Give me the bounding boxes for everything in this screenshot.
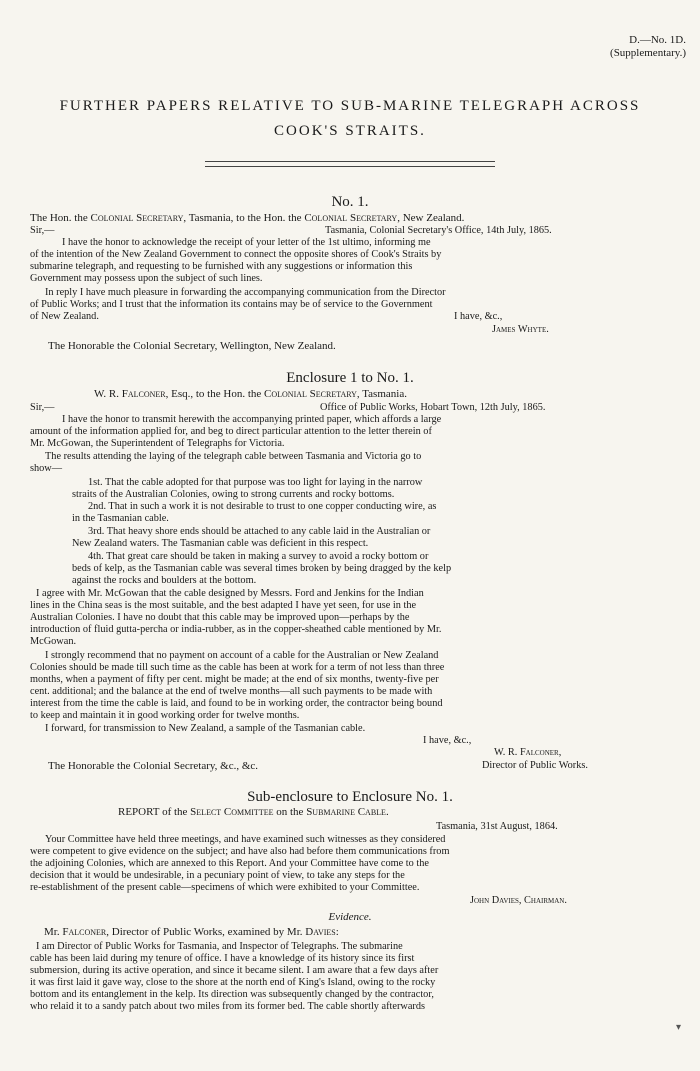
no1-line: of New Zealand. bbox=[30, 311, 99, 322]
encl1-point: 1st. That the cable adopted for that purpose was too light for laying in the narrow bbox=[88, 477, 423, 488]
evidence-line: who relaid it to a sandy patch about two miles from its former bed. The cable shortly afterwards bbox=[30, 1001, 425, 1012]
encl1-salutation: Sir,— bbox=[30, 402, 55, 413]
section-heading-enclosure-1: Enclosure 1 to No. 1. bbox=[286, 370, 414, 386]
encl1-point: straits of the Australian Colonies, owing to strong currents and rocky bottoms. bbox=[72, 489, 395, 500]
encl1-from: W. R. Falconer, Esq., to the Hon. the Colonial Secretary, Tasmania. bbox=[94, 388, 407, 400]
subencl-dateline: Tasmania, 31st August, 1864. bbox=[436, 821, 558, 832]
no1-line: In reply I have much pleasure in forwarding the accompanying communication from the Director bbox=[45, 287, 446, 298]
encl1-line: I have the honor to transmit herewith the accompanying printed paper, which affords a large bbox=[62, 414, 442, 425]
encl1-line: interest from the time the cable is laid, and found to be in working order, the contractor being bound bbox=[30, 698, 443, 709]
subencl-line: Your Committee have held three meetings, and have examined such witnesses as they considered bbox=[45, 834, 446, 845]
evidence-line: submersion, during its active operation, and since it became silent. I am aware that a few days after bbox=[30, 965, 439, 976]
no1-line: submarine telegraph, and requesting to be furnished with any suggestions or information this bbox=[30, 261, 413, 272]
no1-signature: James Whyte. bbox=[492, 324, 549, 335]
encl1-line: The results attending the laying of the telegraph cable between Tasmania and Victoria go to bbox=[45, 451, 422, 462]
no1-line: Government may possess upon the subject of such lines. bbox=[30, 273, 263, 284]
encl1-signature-title: Director of Public Works. bbox=[482, 760, 588, 771]
doc-ref-number: D.—No. 1D. bbox=[629, 34, 686, 46]
encl1-line: Australian Colonies. I have no doubt that this cable may be improved upon—perhaps by the bbox=[30, 612, 410, 623]
no1-dateline: Tasmania, Colonial Secretary's Office, 14th July, 1865. bbox=[325, 225, 552, 236]
no1-line: I have the honor to acknowledge the receipt of your letter of the 1st ultimo, informing me bbox=[62, 237, 431, 248]
doc-ref-supplementary: (Supplementary.) bbox=[610, 47, 686, 59]
encl1-line: I forward, for transmission to New Zealand, a sample of the Tasmanian cable. bbox=[45, 723, 366, 734]
subencl-report-title: REPORT of the Select Committee on the Submarine Cable. bbox=[118, 806, 389, 818]
document-title-line-1: FURTHER PAPERS RELATIVE TO SUB-MARINE TELEGRAPH ACROSS bbox=[59, 98, 641, 114]
title-divider bbox=[205, 161, 495, 167]
subencl-line: the adjoining Colonies, which are annexed to this Report. And your Committee have come to the bbox=[30, 858, 429, 869]
encl1-line: amount of the information applied for, and beg to direct particular attention to the letter therein of bbox=[30, 426, 432, 437]
encl1-point: against the rocks and boulders at the bottom. bbox=[72, 575, 257, 586]
no1-line: of Public Works; and I trust that the information its contains may be of service to the Government bbox=[30, 299, 433, 310]
subencl-line: re-establishment of the present cable—specimens of which were exhibited to your Committee. bbox=[30, 882, 420, 893]
encl1-recipient: The Honorable the Colonial Secretary, &c., &c. bbox=[48, 760, 259, 772]
encl1-line: cent. additional; and the balance at the end of twelve months—all such payments to be made with bbox=[30, 686, 433, 697]
encl1-line: I agree with Mr. McGowan that the cable designed by Messrs. Ford and Jenkins for the Indian bbox=[36, 588, 424, 599]
encl1-point: New Zealand waters. The Tasmanian cable was deficient in this respect. bbox=[72, 538, 369, 549]
no1-address: The Hon. the Colonial Secretary, Tasmania, to the Hon. the Colonial Secretary, New Zealand. bbox=[30, 212, 465, 224]
encl1-line: McGowan. bbox=[30, 636, 77, 647]
encl1-line: show— bbox=[30, 463, 63, 474]
section-heading-sub-enclosure: Sub-enclosure to Enclosure No. 1. bbox=[247, 789, 453, 805]
encl1-line: lines in the China seas is the most suitable, and the best adapted I have yet seen, for use in the bbox=[30, 600, 417, 611]
margin-mark-icon: ▾ bbox=[676, 1022, 682, 1033]
witness-line: Mr. Falconer, Director of Public Works, examined by Mr. Davies: bbox=[44, 926, 339, 938]
encl1-point: beds of kelp, as the Tasmanian cable was several times broken by being dragged by the kelp bbox=[72, 563, 452, 574]
encl1-signature: W. R. Falconer, bbox=[494, 747, 562, 758]
subencl-signature: John Davies, Chairman. bbox=[470, 895, 567, 906]
encl1-point: 3rd. That heavy shore ends should be attached to any cable laid in the Australian or bbox=[88, 526, 431, 537]
no1-line: of the intention of the New Zealand Government to connect the opposite shores of Cook's Straits by bbox=[30, 249, 442, 260]
encl1-dateline: Office of Public Works, Hobart Town, 12th July, 1865. bbox=[320, 402, 546, 413]
evidence-line: I am Director of Public Works for Tasmania, and Inspector of Telegraphs. The submarine bbox=[36, 941, 403, 952]
subencl-line: were competent to give evidence on the subject; and have also had before them communications from bbox=[30, 846, 450, 857]
evidence-line: bottom and its entanglement in the kelp. Its direction was subsequently changed by the contractor, bbox=[30, 989, 434, 1000]
encl1-line: to keep and maintain it in good working order for twelve months. bbox=[30, 710, 300, 721]
document-title-line-2: COOK'S STRAITS. bbox=[274, 123, 426, 139]
encl1-line: introduction of fluid gutta-percha or india-rubber, as in the copper-sheathed cable mentioned by Mr. bbox=[30, 624, 442, 635]
no1-closing: I have, &c., bbox=[454, 311, 503, 322]
encl1-line: I strongly recommend that no payment on account of a cable for the Australian or New Zealand bbox=[45, 650, 439, 661]
evidence-heading: Evidence. bbox=[328, 911, 372, 923]
section-heading-no1: No. 1. bbox=[331, 194, 369, 210]
no1-salutation: Sir,— bbox=[30, 225, 55, 236]
evidence-line: cable has been laid during my tenure of office. I have a knowledge of its history since its first bbox=[30, 953, 415, 964]
subencl-line: decision that it would be undesirable, in a pecuniary point of view, to take any steps for the bbox=[30, 870, 405, 881]
encl1-line: Mr. McGowan, the Superintendent of Telegraphs for Victoria. bbox=[30, 438, 285, 449]
document-reference bbox=[610, 34, 686, 60]
evidence-line: it was first laid it gave way, close to the shore at the north end of King's Island, owing to the rocky bbox=[30, 977, 436, 988]
encl1-line: months, when a payment of fifty per cent. might be made; at the end of six months, twenty-five per bbox=[30, 674, 439, 685]
encl1-point: 2nd. That in such a work it is not desirable to trust to one copper conducting wire, as bbox=[88, 501, 437, 512]
encl1-closing: I have, &c., bbox=[423, 735, 472, 746]
encl1-point: 4th. That great care should be taken in making a survey to avoid a rocky bottom or bbox=[88, 551, 429, 562]
encl1-line: Colonies should be made till such time as the cable has been at work for a term of not less than three bbox=[30, 662, 445, 673]
encl1-point: in the Tasmanian cable. bbox=[72, 513, 169, 524]
no1-recipient: The Honorable the Colonial Secretary, Wellington, New Zealand. bbox=[48, 340, 336, 352]
